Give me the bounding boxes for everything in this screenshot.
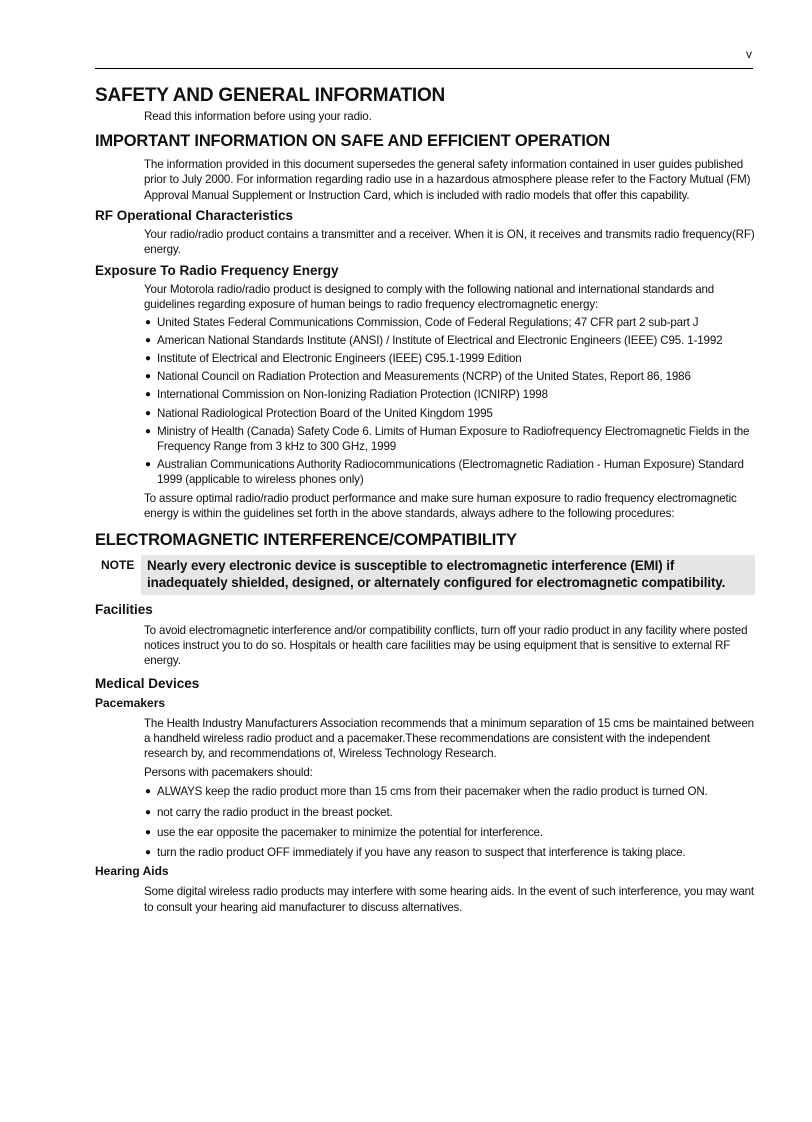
intro-text: Read this information before using your radio. <box>144 110 372 123</box>
list-item: ● ALWAYS keep the radio product more than 15 cms from their pacemaker when the radio product is turned ON. <box>145 785 708 799</box>
list-item: ● turn the radio product OFF immediately if you have any reason to suspect that interference is taking place. <box>145 846 686 860</box>
header-rule <box>95 68 753 69</box>
facilities-heading: Facilities <box>95 602 153 618</box>
bullet-icon: ● <box>145 459 151 471</box>
facilities-body: To avoid electromagnetic interference and/or compatibility conflicts, turn off your radio product in any facility where posted notices instruct you to do so. Hospitals or health care facilities may be using equipment that is sensitive to external RF energy. <box>144 624 748 668</box>
rf-heading: RF Operational Characteristics <box>95 207 294 223</box>
list-item: ● not carry the radio product in the breast pocket. <box>145 805 393 819</box>
bullet-icon: ● <box>145 407 151 419</box>
standards-list <box>95 315 755 488</box>
bullet-icon: ● <box>145 847 151 859</box>
pacemaker-guidelines-list <box>95 784 755 860</box>
bullet-icon: ● <box>145 353 151 365</box>
list-item: ● International Commission on Non-Ionizing Radiation Protection (ICNIRP) 1998 <box>145 388 548 402</box>
bullet-icon: ● <box>145 786 151 798</box>
exposure-heading: Exposure To Radio Frequency Energy <box>95 263 339 279</box>
rf-body: Your radio/radio product contains a transmitter and a receiver. When it is ON, it receives and transmits radio frequency(RF) energy. <box>144 227 755 257</box>
bullet-icon: ● <box>145 334 151 346</box>
hearing-aids-heading: Hearing Aids <box>95 864 169 879</box>
list-item: ● American National Standards Institute (ANSI) / Institute of Electrical and Electronic Engineers (IEEE) C95. 1-1992 <box>145 333 723 347</box>
list-item: ● use the ear opposite the pacemaker to minimize the potential for interference. <box>145 825 543 839</box>
list-item: ● Australian Communications Authority Radiocommunications (Electromagnetic Radiation - Human Exposure) Standard 1999 (applicable to wireless phones only) <box>145 458 744 487</box>
page-title: SAFETY AND GENERAL INFORMATION <box>95 85 446 106</box>
list-item: ● Ministry of Health (Canada) Safety Code 6. Limits of Human Exposure to Radiofrequency Electromagnetic Fields in the Frequency Range from 3 kHz to 300 GHz, 1999 <box>145 424 750 454</box>
list-item: ● National Radiological Protection Board of the United Kingdom 1995 <box>145 406 493 420</box>
important-body: The information provided in this document supersedes the general safety information contained in user guides published prior to July 2000. For information regarding radio use in a hazardous atmosphere please refer to the Factory Mutual (FM) Approval Manual Supplement or Instruction Card, which is included with radio models that offer this capability. <box>144 158 751 202</box>
bullet-icon: ● <box>145 371 151 383</box>
document-body <box>95 84 755 915</box>
list-item: ● United States Federal Communications Commission, Code of Federal Regulations; 47 CFR part 2 sub-part J <box>145 315 699 329</box>
medical-heading: Medical Devices <box>95 675 200 691</box>
emi-heading: ELECTROMAGNETIC INTERFERENCE/COMPATIBILITY <box>95 531 517 550</box>
list-item: ● Institute of Electrical and Electronic Engineers (IEEE) C95.1-1999 Edition <box>145 352 522 366</box>
important-heading: IMPORTANT INFORMATION ON SAFE AND EFFICIENT OPERATION <box>95 132 610 151</box>
page-number: v <box>746 47 752 61</box>
pacemakers-lead: Persons with pacemakers should: <box>144 766 313 780</box>
list-item: ● National Council on Radiation Protection and Measurements (NCRP) of the United States, Report 86, 1986 <box>145 370 691 384</box>
bullet-icon: ● <box>145 806 151 818</box>
bullet-icon: ● <box>145 316 151 328</box>
exposure-closing: To assure optimal radio/radio product performance and make sure human exposure to radio frequency electromagnetic energy is within the guidelines set forth in the above standards, always adhere to the following procedures: <box>144 491 737 520</box>
pacemakers-body: The Health Industry Manufacturers Association recommends that a minimum separation of 15 cms be maintained between a handheld wireless radio product and a pacemaker.These recommendations are consistent with the independent research by, and recommendations of, Wireless Technology Research. <box>144 716 754 761</box>
note-label: NOTE <box>101 558 135 573</box>
exposure-body: Your Motorola radio/radio product is designed to comply with the following national and international standards and guidelines regarding exposure of human beings to radio frequency electromagnetic energy: <box>144 283 715 312</box>
hearing-aids-body: Some digital wireless radio products may interfere with some hearing aids. In the event of such interference, you may want to consult your hearing aid manufacturer to discuss alternatives. <box>144 885 755 914</box>
pacemakers-heading: Pacemakers <box>95 695 166 710</box>
note-callout <box>95 555 755 595</box>
bullet-icon: ● <box>145 826 151 838</box>
bullet-icon: ● <box>145 425 151 437</box>
bullet-icon: ● <box>145 389 151 401</box>
note-text: Nearly every electronic device is susceptible to electromagnetic interference (EMI) if inadequately shielded, designed, or alternately configured for electromagnetic compatibility. <box>141 555 755 595</box>
